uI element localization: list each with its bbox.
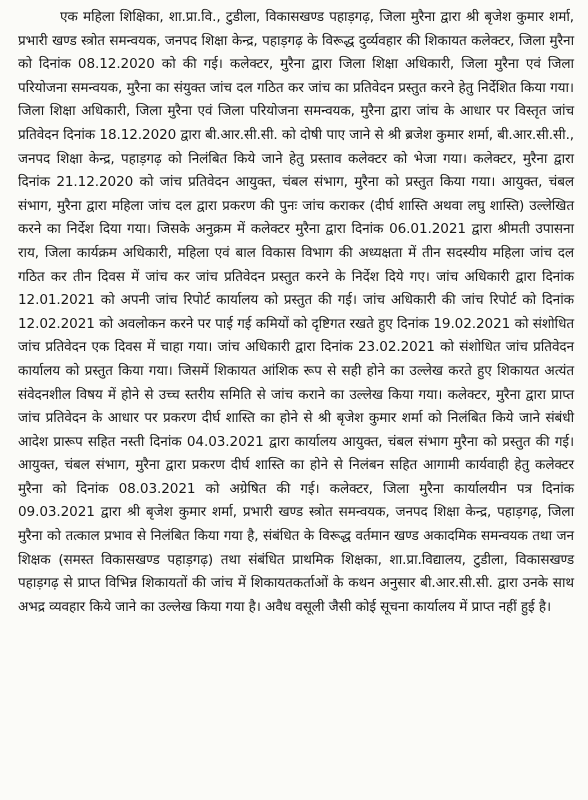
- paragraph-line: अधिकारी द्वारा दिनांक 12.01.2021 को अपनी जांच रिपोर्ट कार्यालय को प्रस्तुत की गई।: [18, 268, 574, 309]
- paragraph-line: आयुक्त, चंबल संभाग, मुरैना द्वारा महिला जांच दल द्वारा प्रकरण की पुनः जांच कराकर: [18, 174, 574, 214]
- paragraph-line: जांच के आधार पर विस्तृत जांच प्रतिवेदन दिनांक 18.12.2020 द्वारा बी.आर.सी.सी. को: [18, 103, 574, 143]
- paragraph-line: दिवस में चाहा गया। जांच अधिकारी द्वारा दिनांक 23.02.2021 को संशोधित जांच: [114, 339, 528, 356]
- paragraph-line: किये जाने का उल्लेख किया गया है। अवैध वसूली जैसी कोई सूचना कार्यालय में प्राप्त: [89, 598, 495, 615]
- paragraph-line: गठित कर तीन दिवस में जांच कर जांच प्रतिवेदन प्रस्तुत करने के निर्देश दिये गए। जांच: [18, 268, 459, 285]
- paragraph-line: उल्लेख करते हुए शिकायत अत्यंत संवेदनशील विषय में होने से उच्च स्तरीय समिति से: [18, 362, 574, 403]
- paragraph-line: पर प्रकरण दीर्घ शास्ति का होने से श्री बृजेश कुमार शर्मा को निलंबित किये जाने संबंधी: [144, 410, 574, 427]
- paragraph-line: अग्रेषित की गई। कलेक्टर, जिला मुरैना कार्यालयीन पत्र दिनांक 09.03.2021 द्वारा श्री: [18, 480, 574, 521]
- paragraph-line: 21.12.2020 को जांच प्रतिवेदन आयुक्त, चंबल संभाग, मुरैना को प्रस्तुत किया गया।: [56, 174, 496, 191]
- paragraph-line: कलेक्टर मुरैना द्वारा दिनांक 06.01.2021 द्वारा श्रीमती उपासना राय, जिला कार्यक्रम: [18, 221, 574, 261]
- paragraph-line: नहीं हुई है।: [498, 598, 551, 615]
- paragraph-line: मुरैना को तत्काल प्रभाव से निलंबित किया गया है, संबंधित के विरूद्ध वर्तमान खण्ड: [18, 528, 419, 545]
- paragraph-line: गया। जिला शिक्षा अधिकारी, जिला मुरैना एवं जिला परियोजना समन्वयक, मुरैना द्वारा: [18, 79, 574, 120]
- paragraph-line: आदेश प्रारूप सहित नस्ती दिनांक 04.03.2021 द्वारा कार्यालय आयुक्त, चंबल संभाग: [18, 433, 449, 450]
- paragraph-line: कमियों को दृष्टिगत रखते हुए दिनांक 19.02.2021 को संशोधित जांच प्रतिवेदन एक: [18, 315, 574, 356]
- paragraph-line: बृजेश कुमार शर्मा, प्रभारी खण्ड स्त्रोत समन्वयक, जनपद शिक्षा केन्द्र, पहाड़गढ़ के विरूद्ध: [18, 9, 574, 49]
- paragraph-line: दोषी पाए जाने से श्री ब्रजेश कुमार शर्मा, बी.आर.सी.सी., जनपद शिक्षा केन्द्र, पहाड़गढ़ को: [18, 126, 575, 167]
- paragraph-line: कलेक्टर, मुरैना द्वारा जिला शिक्षा अधिकारी, जिला मुरैना एवं जिला परियोजना समन्वयक,: [18, 56, 574, 96]
- paragraph-line: बृजेश कुमार शर्मा, प्रभारी खण्ड स्त्रोत समन्वयक, जनपद शिक्षा केन्द्र, पहाड़गढ़, जिला: [145, 504, 575, 521]
- paragraph-line: अकादमिक समन्वयक तथा जन शिक्षक (समस्त विकासखण्ड पहाड़गढ़) तथा संबंधित: [18, 528, 574, 568]
- paragraph-line: से निलंबन सहित आगामी कार्यवाही हेतु कलेक्टर मुरैना को दिनांक 08.03.2021 को: [18, 457, 574, 497]
- paragraph-line: मुरैना का संयुक्त जांच दल गठित कर जांच का प्रतिवेदन प्रस्तुत करने हेतु निर्देशित किया: [126, 79, 546, 96]
- paragraph-line: निलंबित किये जाने हेतु प्रस्ताव कलेक्टर को भेजा गया। कलेक्टर, मुरैना द्वारा दिनांक: [18, 150, 574, 191]
- paragraph-line: प्रतिवेदन कार्यालय को प्रस्तुत किया गया। जिसमें शिकायत आंशिक रूप से सही होने का: [18, 339, 574, 379]
- paragraph-line: दुर्व्यवहार की शिकायत कलेक्टर, जिला मुरैना को दिनांक 08.12.2020 को की गई।: [18, 32, 574, 73]
- paragraph-line: अधिकारी, महिला एवं बाल विकास विभाग की अध्यक्षता में तीन सदस्यीय महिला जांच दल: [122, 244, 574, 261]
- paragraph-line: (दीर्घ शास्ति अथवा लघु शास्ति) उल्लेखित करने का निर्देश दिया गया। जिसके अनुक्रम में: [18, 197, 574, 238]
- paragraph-line: मुरैना को प्रस्तुत की गई। आयुक्त, चंबल संभाग, मुरैना द्वारा प्रकरण दीर्घ शास्ति का होने: [18, 433, 574, 474]
- paragraph-line: की जांच में शिकायतकर्ताओं के कथन अनुसार बी.आर.सी.सी. द्वारा उनके साथ अभद्र व्यवहार: [18, 575, 574, 615]
- paragraph-line: एक महिला शिक्षिका, शा.प्रा.वि., टुडीला, विकासखण्ड पहाड़गढ़, जिला मुरैना द्वारा श्री: [60, 9, 480, 25]
- body-paragraph: [18, 6, 574, 619]
- paragraph-line: जांच कराने का उल्लेख किया गया। कलेक्टर, मुरैना द्वारा प्राप्त जांच प्रतिवेदन के आधार: [18, 386, 574, 427]
- paragraph-line: जांच अधिकारी की जांच रिपोर्ट को दिनांक 12.02.2021 को अवलोकन करने पर पाई गई: [18, 292, 574, 332]
- paragraph-line: प्राथमिक शिक्षका, शा.प्रा.विद्यालय, टुडीला, विकासखण्ड पहाड़गढ़ से प्राप्त विभिन्न शिकायतों: [18, 551, 574, 592]
